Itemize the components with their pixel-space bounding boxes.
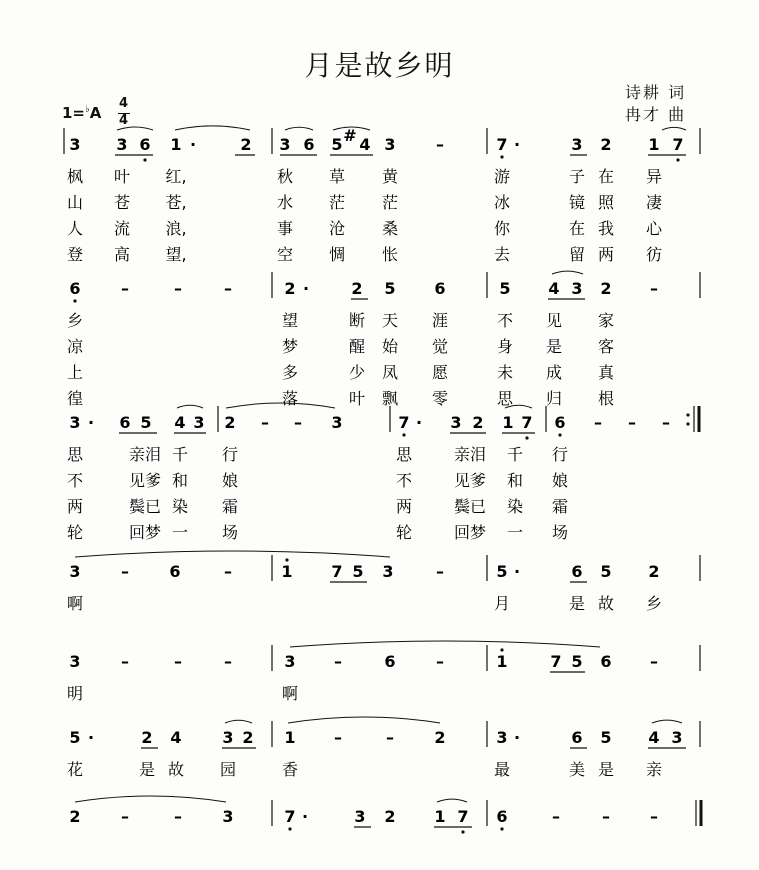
note: 5	[571, 652, 583, 671]
note: ·	[513, 135, 521, 154]
lyric-char: 归	[545, 389, 563, 408]
slur-arc	[285, 127, 313, 130]
lyric-char: 苍,	[165, 193, 187, 212]
lyric-char: 人	[66, 219, 84, 238]
song-title: 月是故乡明	[304, 49, 455, 82]
lyric-char: 水	[276, 193, 294, 212]
note: 1	[281, 562, 293, 581]
lyric-char: 染	[171, 497, 189, 516]
slur-arc	[226, 403, 335, 408]
note: 7	[331, 562, 343, 581]
note: –	[224, 652, 232, 671]
lyric-char: 真	[597, 363, 615, 382]
note: 3	[69, 652, 81, 671]
time-signature-top: 4	[119, 96, 129, 111]
lyric-char: 断	[348, 311, 366, 330]
note: 6	[69, 279, 81, 298]
note: 2	[141, 728, 153, 747]
lyric-char: 乡	[645, 594, 663, 613]
lyric-char: 茫	[381, 193, 399, 212]
lyric-char: 见	[545, 311, 563, 330]
lyric-char: 霜	[551, 497, 569, 516]
note: 5	[600, 728, 612, 747]
slur-arc	[175, 126, 250, 130]
lyric-char: 故	[167, 760, 185, 779]
note: 7	[284, 807, 296, 826]
note: 2	[384, 807, 396, 826]
note: 1	[496, 652, 508, 671]
lyric-char: 两	[597, 245, 615, 264]
lyric-char: 醒	[348, 337, 366, 356]
note: –	[224, 562, 232, 581]
note: ·	[513, 728, 521, 747]
note: 3	[450, 413, 462, 432]
lyric-char: 留	[568, 245, 586, 264]
lyric-char: 在	[568, 219, 586, 238]
note: –	[334, 728, 342, 747]
lyric-char: 空	[276, 245, 294, 264]
composer-credit: 冉才 曲	[625, 105, 687, 124]
note: –	[552, 807, 560, 826]
low-octave-dot	[143, 158, 146, 161]
note: 4	[359, 135, 371, 154]
note: ·	[513, 562, 521, 581]
slur-arc	[290, 641, 600, 647]
lyric-char: 见爹	[128, 471, 162, 490]
slur-arc	[225, 720, 252, 723]
lyric-char: 草	[328, 167, 346, 186]
note: 3	[284, 652, 296, 671]
lyric-char: 千	[506, 445, 524, 464]
lyric-char: 两	[66, 497, 84, 516]
note: ·	[87, 728, 95, 747]
note: #	[343, 126, 357, 145]
lyric-char: 轮	[395, 523, 413, 542]
note: 3	[222, 728, 234, 747]
lyric-char: 去	[493, 245, 511, 264]
note: 6	[384, 652, 396, 671]
lyric-char: 行	[221, 445, 239, 464]
repeat-dot	[686, 413, 689, 416]
slur-arc	[552, 271, 583, 274]
lyric-char: 是	[545, 337, 563, 356]
lyric-char: 是	[138, 760, 156, 779]
lyric-char: 场	[551, 523, 569, 542]
lyric-char: 少	[348, 363, 366, 382]
note: 6	[600, 652, 612, 671]
lyric-char: 香	[281, 760, 299, 779]
high-octave-dot	[500, 648, 503, 651]
note: 2	[600, 279, 612, 298]
note: 2	[648, 562, 660, 581]
slur-arc	[117, 127, 153, 130]
lyric-char: 一	[171, 523, 189, 542]
low-octave-dot	[500, 155, 503, 158]
lyric-char: 事	[276, 219, 294, 238]
lyric-char: 和	[171, 471, 189, 490]
lyric-char: 浪,	[165, 219, 187, 238]
lyric-char: 明	[66, 684, 84, 703]
note: 5	[352, 562, 364, 581]
key-prefix: 1=	[62, 104, 86, 122]
note: 6	[303, 135, 315, 154]
lyric-char: 黄	[381, 167, 399, 186]
note: 3	[354, 807, 366, 826]
lyric-char: 轮	[66, 523, 84, 542]
lyric-char: 上	[66, 363, 84, 382]
lyric-char: 是	[597, 760, 615, 779]
note: –	[602, 807, 610, 826]
key-note: A	[89, 104, 102, 122]
note: –	[628, 413, 636, 432]
lyric-char: 愿	[431, 363, 449, 382]
note: –	[386, 728, 394, 747]
lyric-char: 思	[496, 389, 514, 408]
note: –	[121, 807, 129, 826]
low-octave-dot	[676, 158, 679, 161]
lyric-char: 秋	[276, 167, 294, 186]
note: 2	[224, 413, 236, 432]
lyric-char: 最	[493, 760, 511, 779]
lyric-char: 梦	[281, 337, 299, 356]
note: 5	[496, 562, 508, 581]
note: 4	[548, 279, 560, 298]
note: 7	[672, 135, 684, 154]
lyric-char: 见爹	[453, 471, 487, 490]
lyric-char: 镜	[568, 193, 586, 212]
note: 6	[571, 562, 583, 581]
lyric-char: 始	[381, 337, 399, 356]
note: 5	[331, 135, 343, 154]
note: –	[294, 413, 302, 432]
note: 4	[174, 413, 186, 432]
note: 2	[351, 279, 363, 298]
note: –	[174, 279, 182, 298]
note: 3	[69, 562, 81, 581]
note: –	[261, 413, 269, 432]
note: 3	[571, 279, 583, 298]
slur-arc	[177, 405, 203, 408]
note: 7	[398, 413, 410, 432]
lyric-char: 枫	[66, 167, 84, 186]
note: –	[650, 652, 658, 671]
lyric-char: 亲	[645, 760, 663, 779]
note: 3	[571, 135, 583, 154]
note: 3	[222, 807, 234, 826]
low-octave-dot	[73, 299, 76, 302]
note: 6	[169, 562, 181, 581]
note: 7	[496, 135, 508, 154]
note: 7	[550, 652, 562, 671]
note: ·	[87, 413, 95, 432]
lyric-char: 一	[506, 523, 524, 542]
note: 2	[242, 728, 254, 747]
note: 5	[600, 562, 612, 581]
note: 1	[170, 135, 182, 154]
lyric-char: 思	[395, 445, 413, 464]
note: 5	[499, 279, 511, 298]
lyric-char: 两	[395, 497, 413, 516]
note: ·	[302, 279, 310, 298]
low-octave-dot	[500, 827, 503, 830]
note: 1	[648, 135, 660, 154]
note: 3	[193, 413, 205, 432]
slur-arc	[288, 717, 440, 723]
lyric-char: 涯	[431, 311, 449, 330]
lyric-char: 我	[597, 219, 615, 238]
lyric-char: 苍	[113, 193, 131, 212]
note: 3	[69, 413, 81, 432]
lyric-char: 叶	[113, 167, 131, 186]
note: 3	[116, 135, 128, 154]
lyric-char: 茫	[328, 193, 346, 212]
lyric-char: 山	[66, 193, 84, 212]
lyric-char: 娘	[551, 471, 569, 490]
slur-arc	[75, 551, 390, 557]
lyric-char: 回梦	[453, 523, 487, 542]
lyric-char: 场	[221, 523, 239, 542]
note: –	[121, 652, 129, 671]
note: ·	[189, 135, 197, 154]
note: 7	[457, 807, 469, 826]
lyric-char: 登	[66, 245, 84, 264]
lyric-char: 你	[493, 219, 511, 238]
note: 6	[571, 728, 583, 747]
note: 1	[284, 728, 296, 747]
note: 6	[139, 135, 151, 154]
lyric-char: 行	[551, 445, 569, 464]
lyric-char: 不	[496, 311, 514, 330]
lyric-char: 园	[219, 760, 237, 779]
note: –	[650, 807, 658, 826]
high-octave-dot	[285, 558, 288, 561]
lyric-char: 高	[113, 245, 131, 264]
lyric-char: 根	[597, 389, 615, 408]
lyric-char: 多	[281, 363, 299, 382]
lyric-char: 月	[493, 594, 511, 613]
lyric-char: 零	[431, 389, 449, 408]
note: ·	[415, 413, 423, 432]
note: –	[121, 562, 129, 581]
lyric-char: 客	[597, 337, 615, 356]
note: 3	[496, 728, 508, 747]
note: –	[662, 413, 670, 432]
lyric-char: 啊	[281, 684, 299, 703]
lyric-char: 桑	[381, 219, 399, 238]
note: 2	[69, 807, 81, 826]
note: 1	[502, 413, 514, 432]
lyric-char: 不	[66, 471, 84, 490]
note: 7	[521, 413, 533, 432]
lyric-char: 飘	[381, 389, 399, 408]
low-octave-dot	[525, 436, 528, 439]
lyric-char: 鬓已	[128, 497, 162, 516]
note: 2	[472, 413, 484, 432]
note: –	[334, 652, 342, 671]
note: 5	[384, 279, 396, 298]
note: 6	[119, 413, 131, 432]
lyric-char: 望,	[165, 245, 187, 264]
lyric-char: 成	[545, 363, 563, 382]
time-signature-bottom: 4	[119, 113, 129, 128]
lyric-char: 家	[597, 311, 615, 330]
lyric-char: 乡	[66, 311, 84, 330]
note: 3	[382, 562, 394, 581]
lyric-char: 未	[496, 363, 514, 382]
note: 5	[69, 728, 81, 747]
note: –	[174, 807, 182, 826]
lyric-char: 冰	[493, 193, 511, 212]
lyric-char: 望	[281, 311, 299, 330]
lyric-char: 觉	[431, 337, 449, 356]
note: 4	[170, 728, 182, 747]
note: 6	[434, 279, 446, 298]
lyric-char: 思	[66, 445, 84, 464]
note: ·	[301, 807, 309, 826]
note: –	[174, 652, 182, 671]
lyric-char: 徨	[66, 389, 84, 408]
lyric-char: 是	[568, 594, 586, 613]
lyric-char: 凄	[645, 193, 663, 212]
note: 3	[331, 413, 343, 432]
note: 6	[554, 413, 566, 432]
note: 2	[240, 135, 252, 154]
lyric-char: 子	[568, 167, 586, 186]
note: 2	[434, 728, 446, 747]
note: 3	[671, 728, 683, 747]
lyric-char: 彷	[645, 245, 663, 264]
lyric-char: 凉	[66, 337, 84, 356]
slur-arc	[662, 127, 686, 130]
lyric-char: 天	[381, 311, 399, 330]
lyric-char: 凤	[381, 363, 399, 382]
lyric-char: 啊	[66, 594, 84, 613]
lyric-char: 娘	[221, 471, 239, 490]
lyric-char: 不	[395, 471, 413, 490]
lyric-char: 怅	[381, 245, 399, 264]
note: 6	[496, 807, 508, 826]
flat-sign: ♭	[85, 104, 90, 115]
slur-arc	[652, 720, 682, 723]
note: –	[224, 279, 232, 298]
lyric-char: 千	[171, 445, 189, 464]
lyric-char: 沧	[328, 219, 346, 238]
note: –	[650, 279, 658, 298]
lyric-char: 惆	[328, 245, 346, 264]
note: –	[436, 652, 444, 671]
lyric-char: 霜	[221, 497, 239, 516]
lyric-char: 心	[645, 219, 663, 238]
note: –	[121, 279, 129, 298]
lyric-char: 亲泪	[453, 445, 487, 464]
lyric-char: 红,	[165, 167, 187, 186]
note: –	[436, 135, 444, 154]
lyric-char: 鬓已	[453, 497, 487, 516]
note: 3	[69, 135, 81, 154]
note: 3	[384, 135, 396, 154]
lyric-char: 染	[506, 497, 524, 516]
lyric-char: 回梦	[128, 523, 162, 542]
note: 1	[434, 807, 446, 826]
lyric-char: 美	[568, 760, 586, 779]
note: –	[436, 562, 444, 581]
repeat-dot	[686, 422, 689, 425]
low-octave-dot	[558, 433, 561, 436]
note: –	[594, 413, 602, 432]
note: 2	[600, 135, 612, 154]
note: 2	[284, 279, 296, 298]
low-octave-dot	[402, 433, 405, 436]
lyric-char: 异	[645, 167, 663, 186]
lyric-char: 故	[597, 594, 615, 613]
lyric-char: 照	[597, 193, 615, 212]
low-octave-dot	[288, 827, 291, 830]
lyric-char: 流	[113, 219, 131, 238]
lyric-char: 游	[493, 167, 511, 186]
low-octave-dot	[461, 830, 464, 833]
lyric-char: 亲泪	[128, 445, 162, 464]
note: 5	[140, 413, 152, 432]
lyric-char: 在	[597, 167, 615, 186]
note: 3	[279, 135, 291, 154]
lyricist-credit: 诗耕 词	[625, 83, 687, 102]
slur-arc	[437, 799, 467, 802]
note: 4	[648, 728, 660, 747]
lyric-char: 花	[66, 760, 84, 779]
lyric-char: 落	[281, 389, 299, 408]
lyric-char: 身	[496, 337, 514, 356]
lyric-char: 和	[506, 471, 524, 490]
slur-arc	[75, 796, 226, 802]
lyric-char: 叶	[348, 389, 366, 408]
